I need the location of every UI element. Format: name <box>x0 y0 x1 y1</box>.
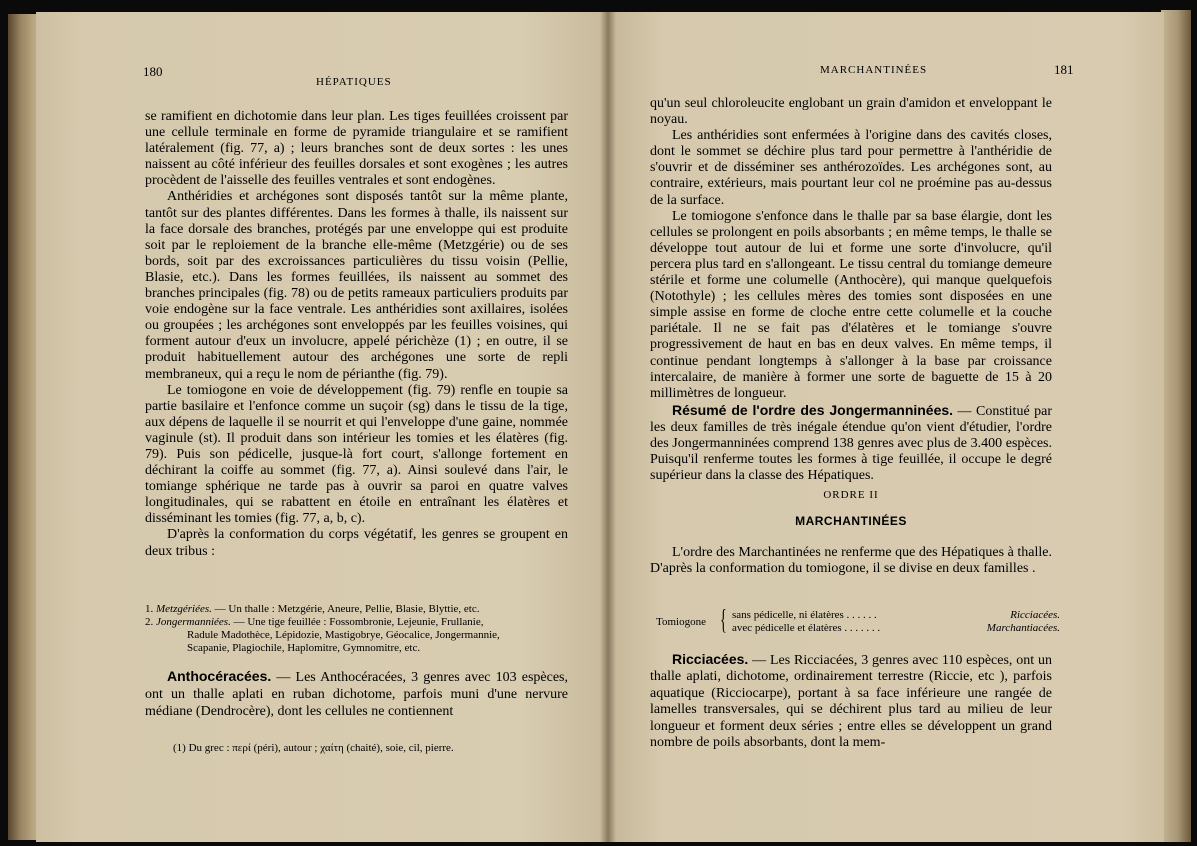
left-page-number: 180 <box>143 64 163 79</box>
section-heading: Anthocéracées. <box>167 668 272 684</box>
right-body-text <box>650 96 1052 484</box>
key-row-family: Ricciacées. <box>1010 609 1060 621</box>
key-row-family: Marchantiacées. <box>986 622 1060 634</box>
resume-paragraph: Résumé de l'ordre des Jongermanninées. — Constitué par les deux familles de très inégale étendue qu'on vient d'étudier, l'ordre des Jongermanninées comprend 138 genres avec plus de 3.400 espèces. Puisqu'il renferme toutes les formes à tige feuillée, il occupe le degré supérieur dans la classe des Hépatiques. <box>650 401 1053 484</box>
tribe-name: Jongermanniées. <box>156 616 231 628</box>
key-row-criterion: sans pédicelle, ni élatères . . . . . . <box>732 609 877 621</box>
tribe-name: Metzgériées. <box>156 603 212 615</box>
book-edge-right <box>1161 10 1191 842</box>
order-title: MARCHANTINÉES <box>795 514 907 528</box>
footnote: (1) Du grec : περί (péri), autour ; χαίτη (chaité), soie, cil, pierre. <box>173 742 454 754</box>
order-intro <box>650 545 1052 577</box>
left-body-text <box>145 109 568 560</box>
family-key-table <box>656 605 1060 637</box>
paragraph: se ramifient en dichotomie dans leur plan. Les tiges feuillées croissent par une cellule terminale en forme de pyramide triangulaire et se ramifient latéralement (fig. 77, a) ; leurs branches sont de deux sortes : les unes naissent au côté inférieur des feuilles dorsales et sont exogènes ; les autres procèdent de l'aisselle des feuilles ventrales et sont endogènes. <box>145 109 568 189</box>
key-row-criterion: avec pédicelle et élatères . . . . . . . <box>732 622 881 634</box>
tribe-item-continued: Scapanie, Plagiochile, Haplomitre, Gymnomitre, etc. <box>187 642 421 654</box>
tribe-item: 1. Metzgériées. — Un thalle : Metzgérie, Aneure, Pellie, Blasie, Blyttie, etc. <box>145 603 480 615</box>
paragraph: Anthéridies et archégones sont disposés tantôt sur la même plante, tantôt sur des plantes différentes. Dans les formes à thalle, ils naissent sur la face dorsale des branches, protégés par une enveloppe qui est produite soit par le reploiement de la branche elle-même (Metzgérie) ou de ses bords, soit par des excroissances particulières du tissu voisin (Pellie, Blasie, etc.). Dans les formes feuillées, ils naissent au sommet des branches principales (fig. 78) ou de petits rameaux particuliers produits par voie endogène sur la face ventrale. Les anthéridies sont axillaires, isolées ou groupées ; les archégones sont enveloppés par les feuilles voisines, qui forment autour d'eux un involucre, appelé périchèze (1) ; en outre, il se produit habituellement autour des archégones une sorte de repli membraneux, qui a reçu le nom de périanthe (fig. 79). <box>145 189 568 382</box>
section-heading: Ricciacées. <box>672 651 749 667</box>
paragraph: Le tomiogone s'enfonce dans le thalle par sa base élargie, dont les cellules se prolongent en poils absorbants ; en même temps, le thalle se développe tout autour de lui et forme une sorte d'involucre, qu'il percera plus tard en s'allongeant. Le tissu central du tomiange demeure stérile et forme une columelle (Anthocère), qui manque quelquefois (Notothyle) ; les cellules mères des tomies sont disposées en une simple assise en forme de cloche entre cette columelle et la couche pariétale. Il ne se fait pas d'élatères et le tomiange s'ouvre progressivement de haut en bas en deux valves. En même temps, il continue pendant longtemps à s'allonger à la base par croissance intercalaire, de manière à former une sorte de baguette de 15 à 20 millimètres de longueur. <box>650 208 1052 401</box>
tribe-list <box>145 603 568 655</box>
order-label: ORDRE II <box>823 489 879 501</box>
tribe-item: 2. Jongermanniées. — Une tige feuillée : Fossombronie, Lejeunie, Frullanie, <box>145 616 484 628</box>
paragraph: D'après la conformation du corps végétatif, les genres se groupent en deux tribus : <box>145 527 568 559</box>
anthoceracees-paragraph: Anthocéracées. — Les Anthocéracées, 3 genres avec 103 espèces, ont un thalle aplati en ruban dichotome, parfois muni d'une nervure médiane (Dendrocère), dont les cellules ne contiennent <box>145 668 568 719</box>
ricciacees-paragraph: Ricciacées. — Les Ricciacées, 3 genres avec 110 espèces, ont un thalle aplati, dichotome, ordinairement terrestre (Riccie, etc ), parfois aquatique (Ricciocarpe), portant à sa face inférieure une rangée de lamelles transversales, qui se déchirent plus tard au milieu de leur longueur et forment deux séries ; entre elles se développent un grand nombre de poils absorbants, dont la mem- <box>650 651 1052 751</box>
book-gutter <box>600 12 616 842</box>
section-heading: Résumé de l'ordre des Jongermanninées. <box>672 401 954 418</box>
right-running-head: MARCHANTINÉES <box>820 64 928 76</box>
tribe-item-continued: Radule Madothèce, Lépidozie, Mastigobrye, Géocalice, Jongermannie, <box>187 629 500 641</box>
paragraph: qu'un seul chloroleucite englobant un grain d'amidon et enveloppant le noyau. <box>650 96 1052 128</box>
paragraph: Le tomiogone en voie de développement (fig. 79) renfle en toupie sa partie basilaire et l'enfonce comme un suçoir (sg) dans le tissu de la tige, aux dépens de laquelle il se nourrit et qui l'enveloppe d'une gaine, nommée vaginule (st). Il produit dans son intérieur les tomies et les élatères (fig. 79). Puis son pédicelle, jusque-là fort court, s'allonge fortement en déchirant la coiffe au sommet (fig. 77, a). Ainsi soulevé dans l'air, le tomiange sphérique ne tarde pas à ouvrir sa paroi en quatre valves longitudinales, qui se rabattent en étoile en entraînant les élatères et disséminant les tomies (fig. 77, a, b, c). <box>145 382 568 527</box>
key-label: Tomiogone <box>656 616 706 628</box>
left-running-head: HÉPATIQUES <box>316 76 392 88</box>
paragraph: Les anthéridies sont enfermées à l'origine dans des cavités closes, dont le sommet se déchire plus tard pour permettre à l'anthéridie de s'ouvrir et de disséminer ses anthérozoïdes. Les archégones sont, au contraire, extérieurs, mais pourtant leur col ne proéminе pas au-dessus de la surface. <box>650 128 1052 208</box>
brace-symbol: { <box>720 605 727 636</box>
paragraph: L'ordre des Marchantinées ne renferme que des Hépatiques à thalle. D'après la conformation du tomiogone, il se divise en deux familles . <box>650 545 1052 577</box>
right-page-number: 181 <box>1054 62 1074 77</box>
